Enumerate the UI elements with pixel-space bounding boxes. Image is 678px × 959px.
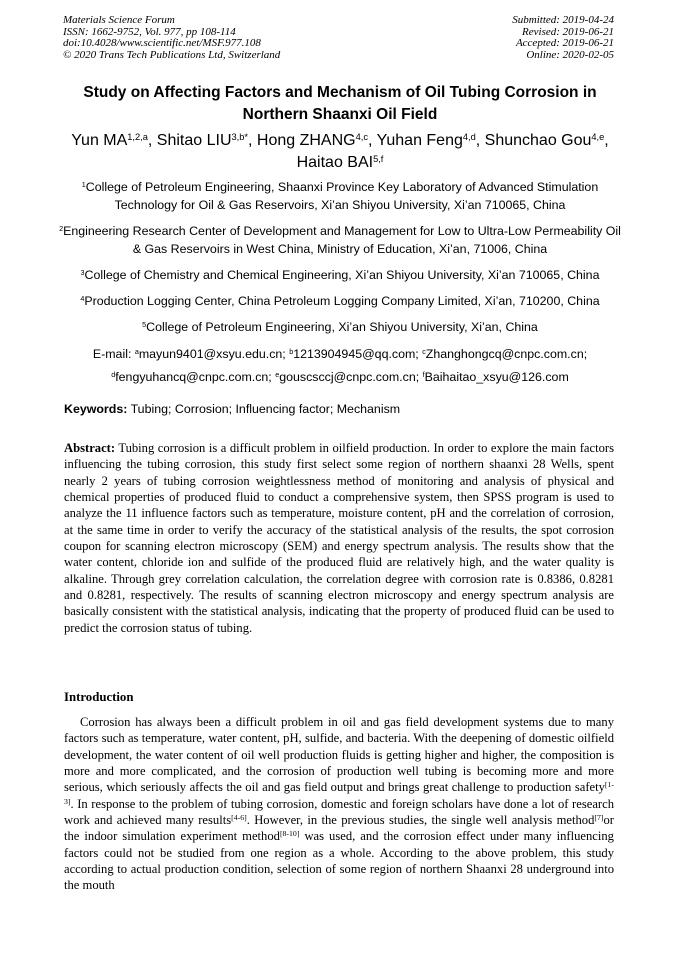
affiliation-text: Production Logging Center, China Petroleum Logging Company Limited, Xi’an, 710200, China [84,294,600,308]
email-mark: c [422,347,426,357]
author-affiliation-mark: 5,f [373,153,384,164]
email-mark: b [289,347,294,357]
author [71,132,157,149]
author-name: Haitao BAI [296,154,374,171]
section-heading-introduction: Introduction [64,690,134,704]
email-address: gouscsccj@cnpc.com.cn; [279,370,423,384]
email-mark: e [275,370,280,380]
email-address: 1213904945@qq.com; [293,347,423,361]
author-separator: , [367,132,377,149]
citation: [1-3] [64,780,614,806]
affiliation-number: 4 [80,294,85,304]
paper-title: Study on Affecting Factors and Mechanism of Oil Tubing Corrosion in Northern Shaanxi Oil Field [83,84,597,123]
affiliation [55,266,625,284]
header-line: Online: 2020-02-05 [526,48,614,61]
body-text: . However, in the previous studies, the single well analysis method [246,813,595,828]
keywords-label: Keywords: [64,402,128,416]
affiliation [55,222,625,258]
author [157,132,257,149]
email-address: Zhanghongcq@cnpc.com.cn; [425,347,588,361]
abstract [64,440,614,636]
author-separator: , [147,132,157,149]
author-affiliation-mark: 4,c [355,131,368,142]
affiliation-text: College of Petroleum Engineering, Xi’an Shiyou University, Xi’an, China [146,320,538,334]
email-address: Baihaitao_xsyu@126.com [424,370,569,384]
affiliation [55,292,625,310]
header-line: Materials Science Forum [63,14,175,26]
author [257,132,377,149]
email-address: fengyuhancq@cnpc.com.cn; [115,370,276,384]
author-affiliation-mark: 4,e [591,131,605,142]
affiliation-text: Engineering Research Center of Development and Management for Low to Ultra-Low Permeability Oil & Gas Reservoirs in West China, Ministry of Education, Xi’an, 71006, China [63,224,621,256]
email-mark: d [111,370,116,380]
email-mark: a [134,347,139,357]
submission-dates [512,15,614,61]
affiliation-number: 3 [80,268,85,278]
author [297,154,384,171]
author-name: Hong ZHANG [256,132,356,149]
emails [55,343,625,389]
abstract-text: Tubing corrosion is a difficult problem in oilfield production. In order to explore the main factors influencing the tubing corrosion, this study first select some region of northern shaanxi 28 Wells, spent nearly 2 years of tubing corrosion weightlessness method of monitoring and analysis of physical and chemical properties of produced fluid to conduct a comprehensive system, then SPSS program is used to analyze the 11 influence factors such as temperature, moisture content, pH and the correlation of corrosion, at the same time in order to verify the accuracy of the statistical analysis of the results, the spot corrosion coupon for scanning electron microscopy (SEM) and energy spectrum analysis. The results show that the water content, chloride ion and sulfide of the produced fluid are relatively high, and the water quality is alkaline. Through grey correlation calculation, the correlation degree with corrosion rate is 0.8386, 0.8281 and 0.8281, respectively. The results of scanning electron microscopy and energy spectrum analysis are basically consistent with the statistical analysis, indicating that the property of produced fluid can be used to predict the corrosion status of tubing. [64,441,614,635]
author-name: Yuhan Feng [376,132,463,149]
header-line: Submitted: 2019-04-24 [512,14,614,26]
affiliation-number: 2 [59,224,64,234]
author-separator: , [475,132,485,149]
affiliation [55,178,625,214]
body-text: or the indoor simulation experiment method [64,813,614,844]
citation: [4-6] [231,813,247,823]
author-affiliation-mark: 4,d [462,131,476,142]
author-name: Yun MA [71,132,128,149]
affiliation-text: College of Petroleum Engineering, Shaanxi Province Key Laboratory of Advanced Stimulation Technology for Oil & Gas Reservoirs, Xi’an Shiyou University, Xi’an 710065, China [85,180,599,212]
header-line: Accepted: 2019-06-21 [515,37,614,50]
journal-info [63,15,280,61]
author-separator: , [604,132,609,149]
header-line: Revised: 2019-06-21 [522,25,614,38]
body-text: Corrosion has always been a difficult problem in oil and gas field development systems due to many factors such as temperature, water content, pH, sulfide, and bacteria. With the deepening of domestic oilfield development, the water content of oil well production fluids is getting higher and higher, the composition is more and more complicated, and the corrosion of production well tubing is becoming more and more serious, which seriously affects the oil and gas field output and brings great challenge to production safety [64,715,614,795]
affiliation-number: 5 [142,320,147,330]
author-name: Shitao LIU [156,132,232,149]
author-affiliation-mark: 3,b* [231,131,248,142]
email-mark: f [422,370,425,380]
abstract-label: Abstract: [64,441,116,455]
email-label: E-mail: [92,347,135,361]
affiliation [55,318,625,336]
keywords [64,402,400,416]
header-line: doi:10.4028/www.scientific.net/MSF.977.108 [63,37,261,50]
author-name: Shunchao Gou [484,132,592,149]
citation: [7] [594,813,604,823]
keywords-text: Tubing; Corrosion; Influencing factor; Mechanism [127,402,401,416]
header-line: ISSN: 1662-9752, Vol. 977, pp 108-114 [63,25,236,38]
body-text: was used, and the corrosion effect under many influencing factors could not be studied from one region as a whole. According to the above problem, this study according to actual production condition, selection of some region of northern Shaanxi 28 underground into the mouth [64,829,614,893]
author-list [60,130,620,174]
affiliations [55,178,625,389]
affiliation-number: 1 [81,180,86,190]
email-address: mayun9401@xsyu.edu.cn; [138,347,290,361]
affiliation-text: College of Chemistry and Chemical Engineering, Xi’an Shiyou University, Xi’an 710065, China [84,268,600,282]
author [377,132,485,149]
body-text: . In response to the problem of tubing corrosion, domestic and foreign scholars have done a lot of research work and achieved many results [64,796,614,828]
author-separator: , [248,132,257,149]
author [485,132,609,149]
author-affiliation-mark: 1,2,a [127,131,148,142]
header-line: © 2020 Trans Tech Publications Ltd, Switzerland [63,48,281,61]
citation: [8-10] [279,829,300,839]
introduction-paragraph [64,714,614,894]
